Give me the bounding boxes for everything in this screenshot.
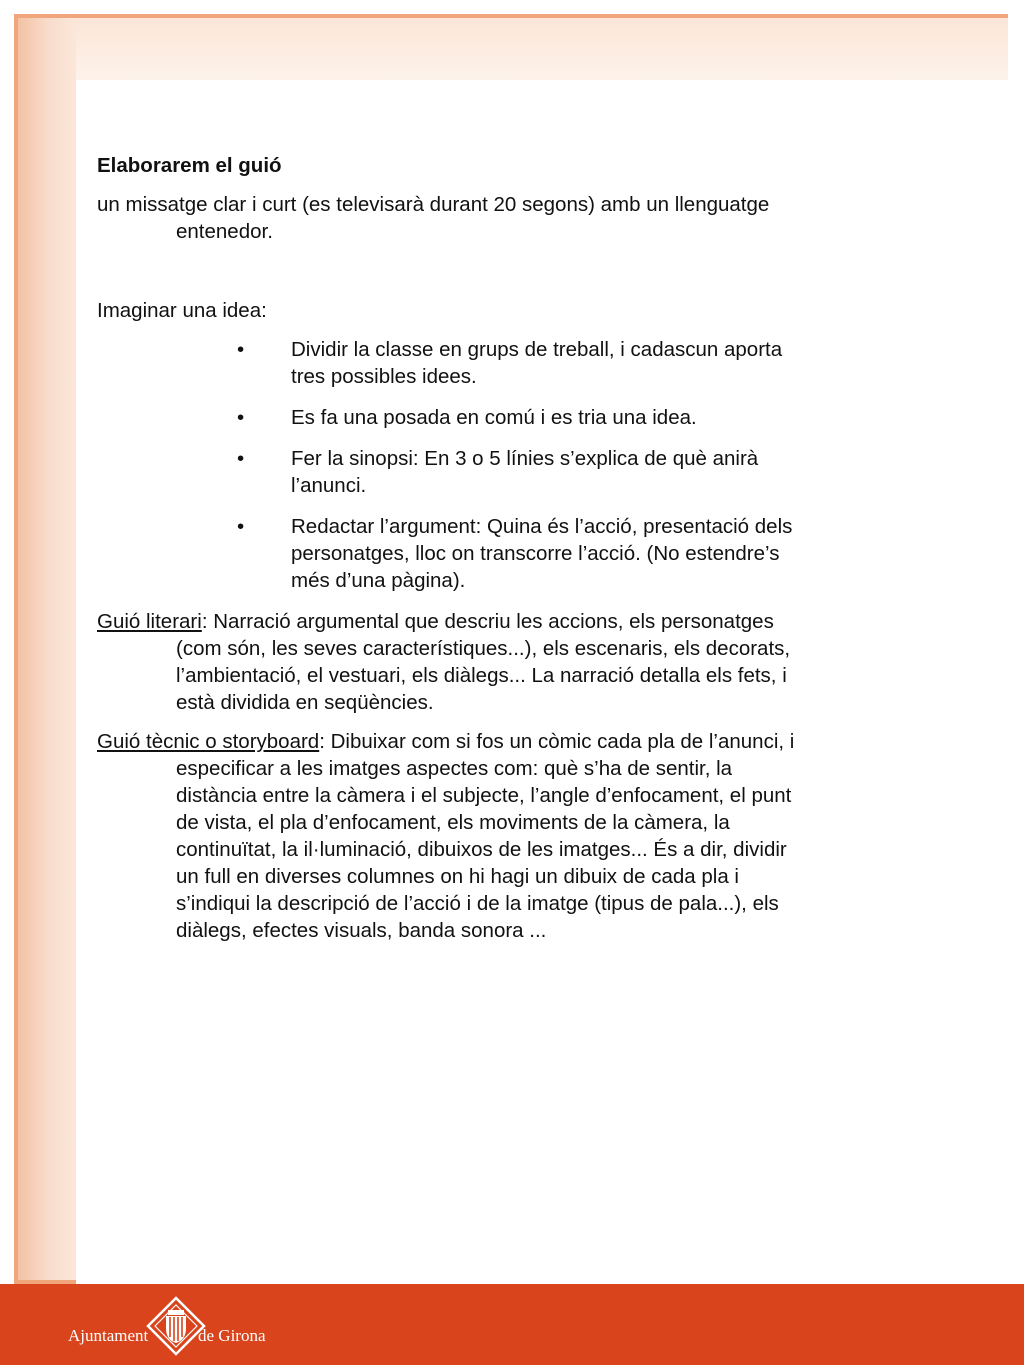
list-item-text: Fer la sinopsi: En 3 o 5 línies s’explica de què anirà l’anunci. xyxy=(291,447,759,497)
frame-top-band xyxy=(76,18,1008,80)
spacer xyxy=(97,257,797,297)
idea-label: Imaginar una idea: xyxy=(97,299,267,322)
section-heading: Elaborarem el guió xyxy=(97,154,282,177)
list-item xyxy=(97,404,797,431)
bullet-icon: • xyxy=(237,447,245,470)
bullet-icon: • xyxy=(237,406,245,429)
bullet-icon: • xyxy=(237,515,245,538)
list-item-text: Es fa una posada en comú i es tria una idea. xyxy=(291,406,697,429)
footer-logo xyxy=(60,1296,320,1356)
technical-script-text: : Dibuixar com si fos un còmic cada pla de l’anunci, i especificar a les imatges aspectes com: què s’ha de sentir, la distància entre la càmera i el subjecte, l’angle d’enfocament, el punt de vista, el pla d’enfocament, els moviments de la càmera, la continuïtat, la il·luminació, dibuixos de les imatges... És a dir, dividir un full en diverses columnes on hi hagi un dibuix de cada pla i s’indiqui la descripció de l’acció i de la imatge (tipus de pala...), els diàlegs, efectes visuals, banda sonora ... xyxy=(176,730,795,942)
bullet-icon: • xyxy=(237,338,245,361)
idea-steps-list xyxy=(97,336,797,594)
list-item-text: Dividir la classe en grups de treball, i cadascun aporta tres possibles idees. xyxy=(291,338,783,388)
girona-coat-of-arms-icon xyxy=(146,1296,206,1356)
technical-script-paragraph xyxy=(97,728,797,944)
list-item xyxy=(97,513,797,594)
document-body xyxy=(97,152,797,956)
technical-script-term: Guió tècnic o storyboard xyxy=(97,730,320,753)
list-item-text: Redactar l’argument: Quina és l’acció, presentació dels personatges, lloc on transcorre l’acció. (No estendre’s més d’una pàgina). xyxy=(291,515,793,592)
literary-script-term: Guió literari xyxy=(97,610,202,633)
logo-text-right: de Girona xyxy=(198,1326,266,1345)
list-item xyxy=(97,336,797,390)
list-item xyxy=(97,445,797,499)
literary-script-text: : Narració argumental que descriu les accions, els personatges (com són, les seves característiques...), els escenaris, els decorats, l’ambientació, el vestuari, els diàlegs... La narració detalla els fets, i està dividida en seqüències. xyxy=(176,610,791,714)
logo-text-left: Ajuntament xyxy=(68,1326,149,1345)
intro-paragraph: un missatge clar i curt (es televisarà durant 20 segons) amb un llenguatge entenedor. xyxy=(97,193,770,243)
literary-script-paragraph xyxy=(97,608,797,716)
